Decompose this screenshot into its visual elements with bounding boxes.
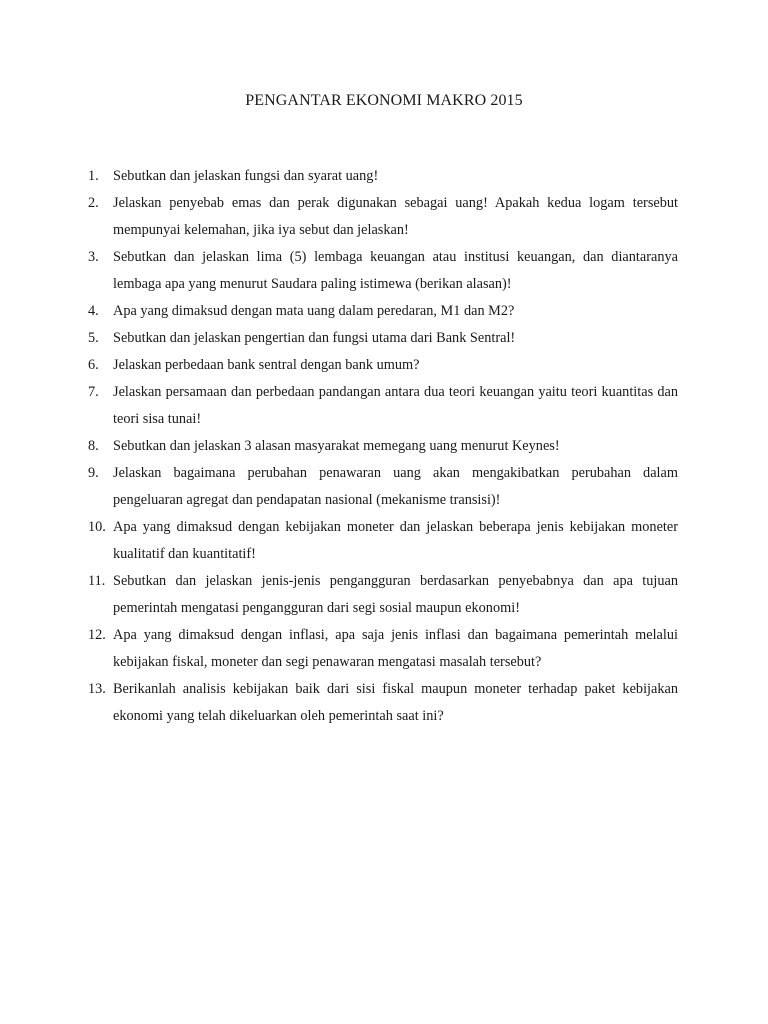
question-item [88,676,678,730]
question-number: 6. [88,357,99,373]
question-item [88,433,678,460]
question-number: 9. [88,465,99,481]
question-number: 13. [88,681,106,697]
question-item [88,568,678,622]
question-item [88,298,678,325]
question-item [88,163,678,190]
question-text: Jelaskan perbedaan bank sentral dengan bank umum? [113,357,420,373]
question-item [88,190,678,244]
question-number: 7. [88,384,99,400]
question-text: Jelaskan bagaimana perubahan penawaran uang akan mengakibatkan perubahan dalam pengeluaran agregat dan pendapatan nasional (mekanisme transisi)! [113,465,678,508]
question-text: Apa yang dimaksud dengan mata uang dalam peredaran, M1 dan M2? [113,303,515,319]
question-number: 12. [88,627,106,643]
question-text: Apa yang dimaksud dengan inflasi, apa saja jenis inflasi dan bagaimana pemerintah melalui kebijakan fiskal, moneter dan segi penawaran mengatasi masalah tersebut? [113,627,678,670]
question-item [88,352,678,379]
question-list [88,163,678,730]
question-number: 4. [88,303,99,319]
page-title: PENGANTAR EKONOMI MAKRO 2015 [245,92,523,109]
question-item [88,244,678,298]
question-number: 2. [88,195,99,211]
question-item [88,622,678,676]
question-text: Apa yang dimaksud dengan kebijakan moneter dan jelaskan beberapa jenis kebijakan moneter kualitatif dan kuantitatif! [113,519,678,562]
question-text: Jelaskan persamaan dan perbedaan pandangan antara dua teori keuangan yaitu teori kuantitas dan teori sisa tunai! [113,384,678,427]
question-item [88,460,678,514]
question-number: 8. [88,438,99,454]
question-number: 3. [88,249,99,265]
question-number: 1. [88,168,99,184]
question-text: Sebutkan dan jelaskan pengertian dan fungsi utama dari Bank Sentral! [113,330,516,346]
question-number: 5. [88,330,99,346]
question-text: Sebutkan dan jelaskan jenis-jenis pengangguran berdasarkan penyebabnya dan apa tujuan pemerintah mengatasi pengangguran dari segi sosial maupun ekonomi! [113,573,678,616]
question-text: Sebutkan dan jelaskan 3 alasan masyarakat memegang uang menurut Keynes! [113,438,560,454]
question-text: Jelaskan penyebab emas dan perak digunakan sebagai uang! Apakah kedua logam tersebut mempunyai kelemahan, jika iya sebut dan jelaskan! [113,195,678,238]
question-item [88,325,678,352]
question-item [88,379,678,433]
question-text: Sebutkan dan jelaskan lima (5) lembaga keuangan atau institusi keuangan, dan diantaranya lembaga apa yang menurut Saudara paling istimewa (berikan alasan)! [113,249,678,292]
question-item [88,514,678,568]
question-number: 10. [88,519,106,535]
question-number: 11. [88,573,106,589]
question-text: Sebutkan dan jelaskan fungsi dan syarat uang! [113,168,379,184]
question-text: Berikanlah analisis kebijakan baik dari sisi fiskal maupun moneter terhadap paket kebijakan ekonomi yang telah dikeluarkan oleh pemerintah saat ini? [113,681,678,724]
